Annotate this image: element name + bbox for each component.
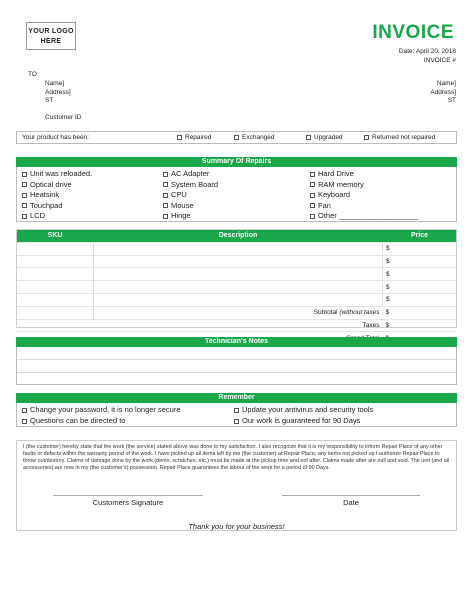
invoice-title: INVOICE [372,22,454,43]
repairs-col-1 [22,169,162,222]
repair-item[interactable]: Keyboard [310,190,455,201]
subtotal-note: (without taxes [339,309,380,317]
remember-item[interactable]: Our work is guaranteed for 90 Days [234,416,360,425]
checkbox-icon[interactable] [364,135,369,140]
disclaimer-box [16,440,457,531]
checkbox-icon[interactable] [177,135,182,140]
items-table [17,230,456,345]
repair-item[interactable]: Unit was reloaded. [22,169,162,180]
bill-to-name: Name] [45,80,65,87]
bill-to-state: ST [45,97,54,104]
items-table-wrap [16,229,457,328]
company-logo: YOUR LOGO HERE [26,22,76,50]
notes-area[interactable] [16,347,457,385]
invoice-number: INVOICE # [423,57,456,64]
repairs-col-3 [310,169,455,222]
table-row: $ [17,268,456,281]
product-status-label: Your product has been: [22,134,89,141]
bill-to-block [45,80,81,122]
option-upgraded[interactable]: Upgraded [306,134,364,141]
table-row: $ [17,281,456,294]
repair-item[interactable]: Hard Drive [310,169,455,180]
notes-line[interactable] [17,347,456,360]
subtotal-label: Subtotal [313,309,338,317]
repair-item[interactable]: AC Adapter [163,169,303,180]
repair-item[interactable]: Touchpad [22,201,162,212]
thank-you-note: Thank you for your business! [188,522,285,531]
option-returned[interactable]: Returned not repaired [364,134,435,141]
repairs-heading: Summary Of Repairs [16,157,457,167]
date-label: Date [343,498,359,507]
repair-item[interactable]: Optical drive [22,180,162,191]
repair-item[interactable]: Other ___________________ [310,211,455,222]
checkbox-icon[interactable] [306,135,311,140]
product-status-row [16,131,457,144]
repair-item[interactable]: CPU [163,190,303,201]
remember-list [16,403,457,427]
repairs-grid [16,167,457,222]
repair-item[interactable]: Hinge [163,211,303,222]
customer-id: Customer ID [45,113,82,121]
repair-item[interactable]: Fan [310,201,455,212]
repairs-col-2 [163,169,303,222]
disclaimer-text: I (the customer) hereby state that the work (the service) stated above was done to my satisfaction. I also recognize that it is my responsibility to inform Repair Place of any other faults or defects within the warranty period of the work. I have picked up all items left by me (the customer) at Repair Place, any items not picked up I authorize Repair Place to throw out/destroy. Claims of damage done by the work (dents, scratches, etc.) must be made at the pickup time and not after. Claims made after are null and void. The unit (and all accessories) are now in my (the customer's) possession. Repair Place guarantees the labour of the work for a period of 90 Days. [23,444,450,471]
repair-item[interactable]: System Board [163,180,303,191]
signature-line[interactable] [53,495,203,496]
table-row: $ [17,293,456,306]
taxes-label: Taxes [94,319,383,332]
ship-to-block [430,80,456,106]
ship-to-state: ST [447,97,456,104]
remember-item[interactable]: Update your antivirus and security tools [234,405,373,414]
remember-item[interactable]: Change your password, it is no longer secure [22,405,181,414]
to-label: TO [28,71,37,78]
ship-to-address: Address] [430,88,456,96]
table-row: $ [17,255,456,268]
repair-item[interactable]: Mouse [163,201,303,212]
notes-line[interactable] [17,373,456,385]
notes-line[interactable] [17,360,456,373]
checkbox-icon[interactable] [234,135,239,140]
repair-item[interactable]: LCD [22,211,162,222]
col-header-sku: SKU [17,230,94,242]
notes-heading: Technician's Notes [16,337,457,347]
signature-label: Customers Signature [92,498,164,507]
table-row: $ [17,242,456,255]
repair-item[interactable]: Heatsink [22,190,162,201]
bill-to-address: Address] [45,88,71,96]
ship-to-name: Name] [436,80,456,87]
invoice-date: Date: April 20, 2018 [398,48,456,55]
date-line[interactable] [282,495,420,496]
option-repaired[interactable]: Repaired [177,134,234,141]
col-header-description: Description [94,230,383,242]
taxes-row: Taxes $ [17,319,456,332]
remember-item[interactable]: Questions can be directed to [22,416,125,425]
remember-heading: Remember [16,393,457,403]
repair-item[interactable]: RAM memory [310,180,455,191]
subtotal-row: Subtotal (without taxes $ [17,306,456,319]
col-header-price: Price [383,230,457,242]
option-exchanged[interactable]: Exchanged [234,134,306,141]
